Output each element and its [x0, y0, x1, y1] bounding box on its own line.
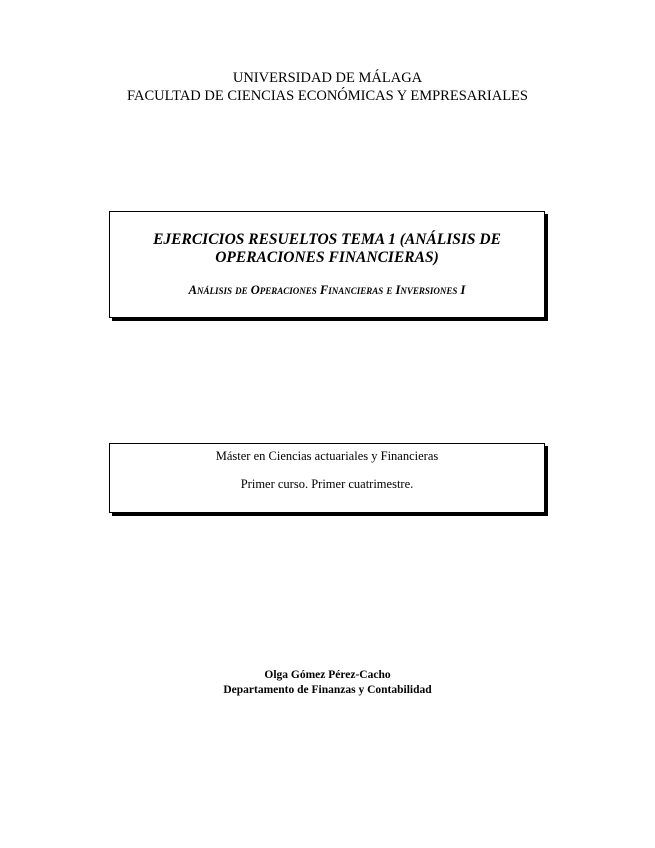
course-term: Primer curso. Primer cuatrimestre.	[240, 477, 414, 491]
author-name: Olga Gómez Pérez-Cacho	[264, 669, 391, 681]
title-line-2: OPERACIONES FINANCIERAS)	[215, 249, 439, 266]
course-info-box	[109, 443, 545, 513]
author-block	[0, 668, 655, 697]
title-box	[109, 211, 545, 318]
title-line-1: EJERCICIOS RESUELTOS TEMA 1 (ANÁLISIS DE	[153, 231, 501, 248]
university-name: UNIVERSIDAD DE MÁLAGA	[232, 70, 423, 86]
author-department: Departamento de Finanzas y Contabilidad	[223, 683, 432, 696]
document-title	[110, 231, 544, 267]
program-name: Máster en Ciencias actuariales y Financieras	[215, 449, 439, 463]
document-header	[0, 69, 655, 105]
faculty-name: FACULTAD DE CIENCIAS ECONÓMICAS Y EMPRESARIALES	[127, 88, 528, 104]
subject-name: Análisis de Operaciones Financieras e Inversiones I	[188, 283, 466, 297]
